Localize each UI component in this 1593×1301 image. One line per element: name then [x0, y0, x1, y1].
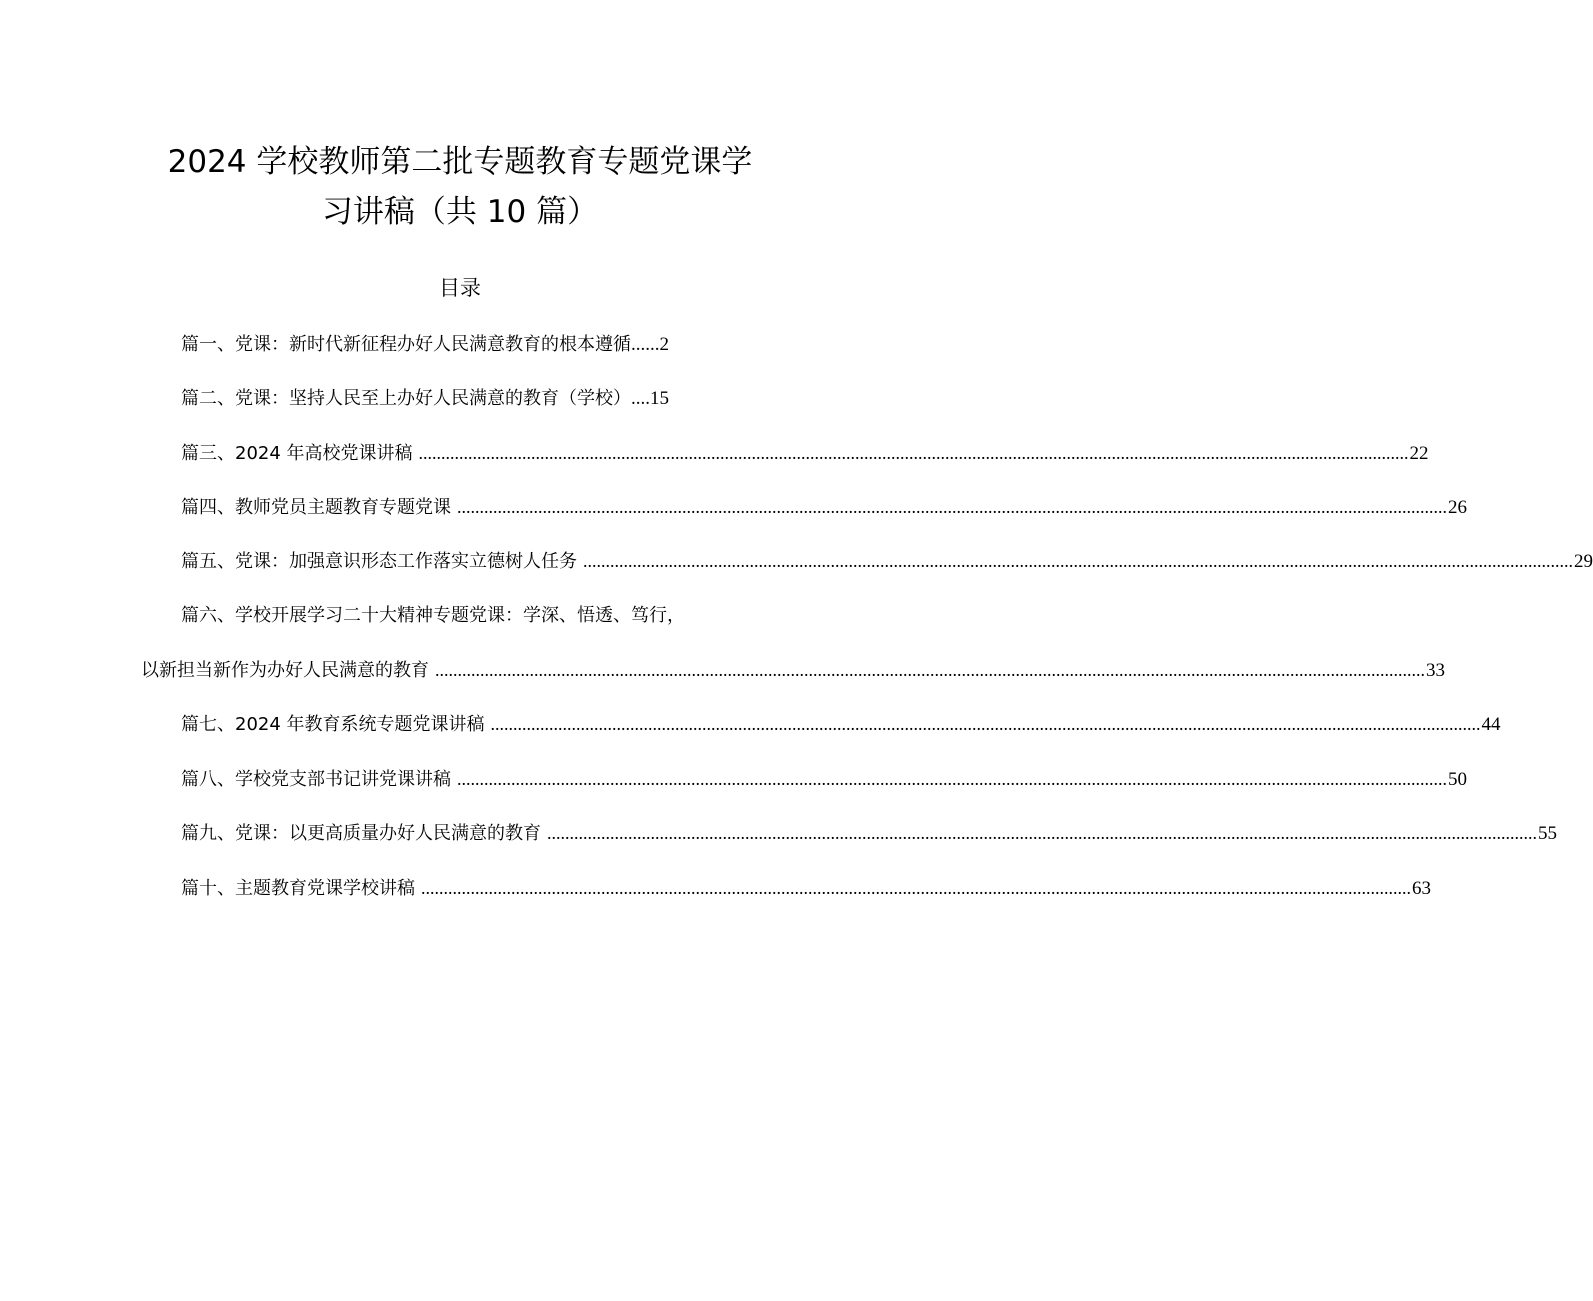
toc-entry-5[interactable]: [181, 547, 1593, 575]
toc-entry-8[interactable]: [181, 765, 1467, 793]
toc-entry-4-leader: ............................................................................................................................................................................................................................: [457, 497, 1447, 517]
document-title-line2: 习讲稿（共 10 篇）: [321, 194, 599, 230]
toc-entry-10[interactable]: [181, 874, 1431, 902]
toc-entry-3[interactable]: [181, 439, 1429, 467]
toc-entry-6-leader: ............................................................................................................................................................................................................................: [435, 660, 1425, 680]
toc-entry-6[interactable]: [141, 656, 1445, 684]
toc-entry-3-page: 22: [1409, 443, 1429, 464]
toc-entry-9-page: 55: [1538, 823, 1557, 844]
toc-entry-2-title: 篇二、党课：坚持人民至上办好人民满意的教育（学校）: [181, 388, 631, 409]
toc-entry-4-title: 篇四、教师党员主题教育专题党课: [181, 497, 451, 518]
toc-entry-7-title: 篇七、2024 年教育系统专题党课讲稿: [181, 714, 485, 735]
toc-entry-10-title: 篇十、主题教育党课学校讲稿: [181, 878, 415, 899]
toc-entry-9-leader: ............................................................................................................................................................................................................................: [547, 823, 1537, 843]
toc-heading: 目录: [439, 276, 481, 300]
toc-entry-2-page: 15: [650, 388, 669, 409]
toc-entry-8-title: 篇八、学校党支部书记讲党课讲稿: [181, 769, 451, 790]
toc-entry-6-title: 以新担当新作为办好人民满意的教育: [141, 660, 429, 681]
toc-entry-7-page: 44: [1481, 714, 1501, 735]
toc-entry-1[interactable]: [181, 331, 741, 359]
toc-entry-5-title: 篇五、党课：加强意识形态工作落实立德树人任务: [181, 551, 577, 572]
toc-entry-6-title-line1: 篇六、学校开展学习二十大精神专题党课：学深、悟透、笃行，: [181, 605, 685, 626]
toc-entry-8-page: 50: [1448, 769, 1467, 790]
toc-entry-5-leader: ............................................................................................................................................................................................................................: [583, 551, 1573, 571]
document-title-line1: 2024 学校教师第二批专题教育专题党课学: [167, 144, 753, 180]
toc-entry-8-leader: ............................................................................................................................................................................................................................: [457, 769, 1447, 789]
toc-entry-3-leader: ............................................................................................................................................................................................................................: [418, 443, 1409, 463]
toc-entry-5-page: 29: [1574, 551, 1593, 572]
toc-entry-7-leader: ............................................................................................................................................................................................................................: [490, 714, 1481, 734]
toc-entry-1-leader: ......: [631, 334, 660, 355]
toc-entry-2-leader: ....: [631, 388, 650, 409]
toc-entry-1-page: 2: [659, 334, 669, 355]
toc-entry-4[interactable]: [181, 493, 1467, 521]
toc-entry-6-line1[interactable]: [181, 602, 778, 630]
toc-entry-1-title: 篇一、党课：新时代新征程办好人民满意教育的根本遵循: [181, 334, 631, 355]
toc-entry-9[interactable]: [181, 819, 1557, 847]
toc-entry-2[interactable]: [181, 385, 761, 413]
toc-entry-6-page: 33: [1426, 660, 1445, 681]
toc-entry-9-title: 篇九、党课：以更高质量办好人民满意的教育: [181, 823, 541, 844]
toc-entry-10-page: 63: [1412, 878, 1431, 899]
toc-entry-3-title: 篇三、2024 年高校党课讲稿: [181, 443, 413, 464]
toc-entry-4-page: 26: [1448, 497, 1467, 518]
toc-entry-7[interactable]: [181, 710, 1501, 738]
toc-entry-10-leader: ............................................................................................................................................................................................................................: [421, 878, 1411, 898]
